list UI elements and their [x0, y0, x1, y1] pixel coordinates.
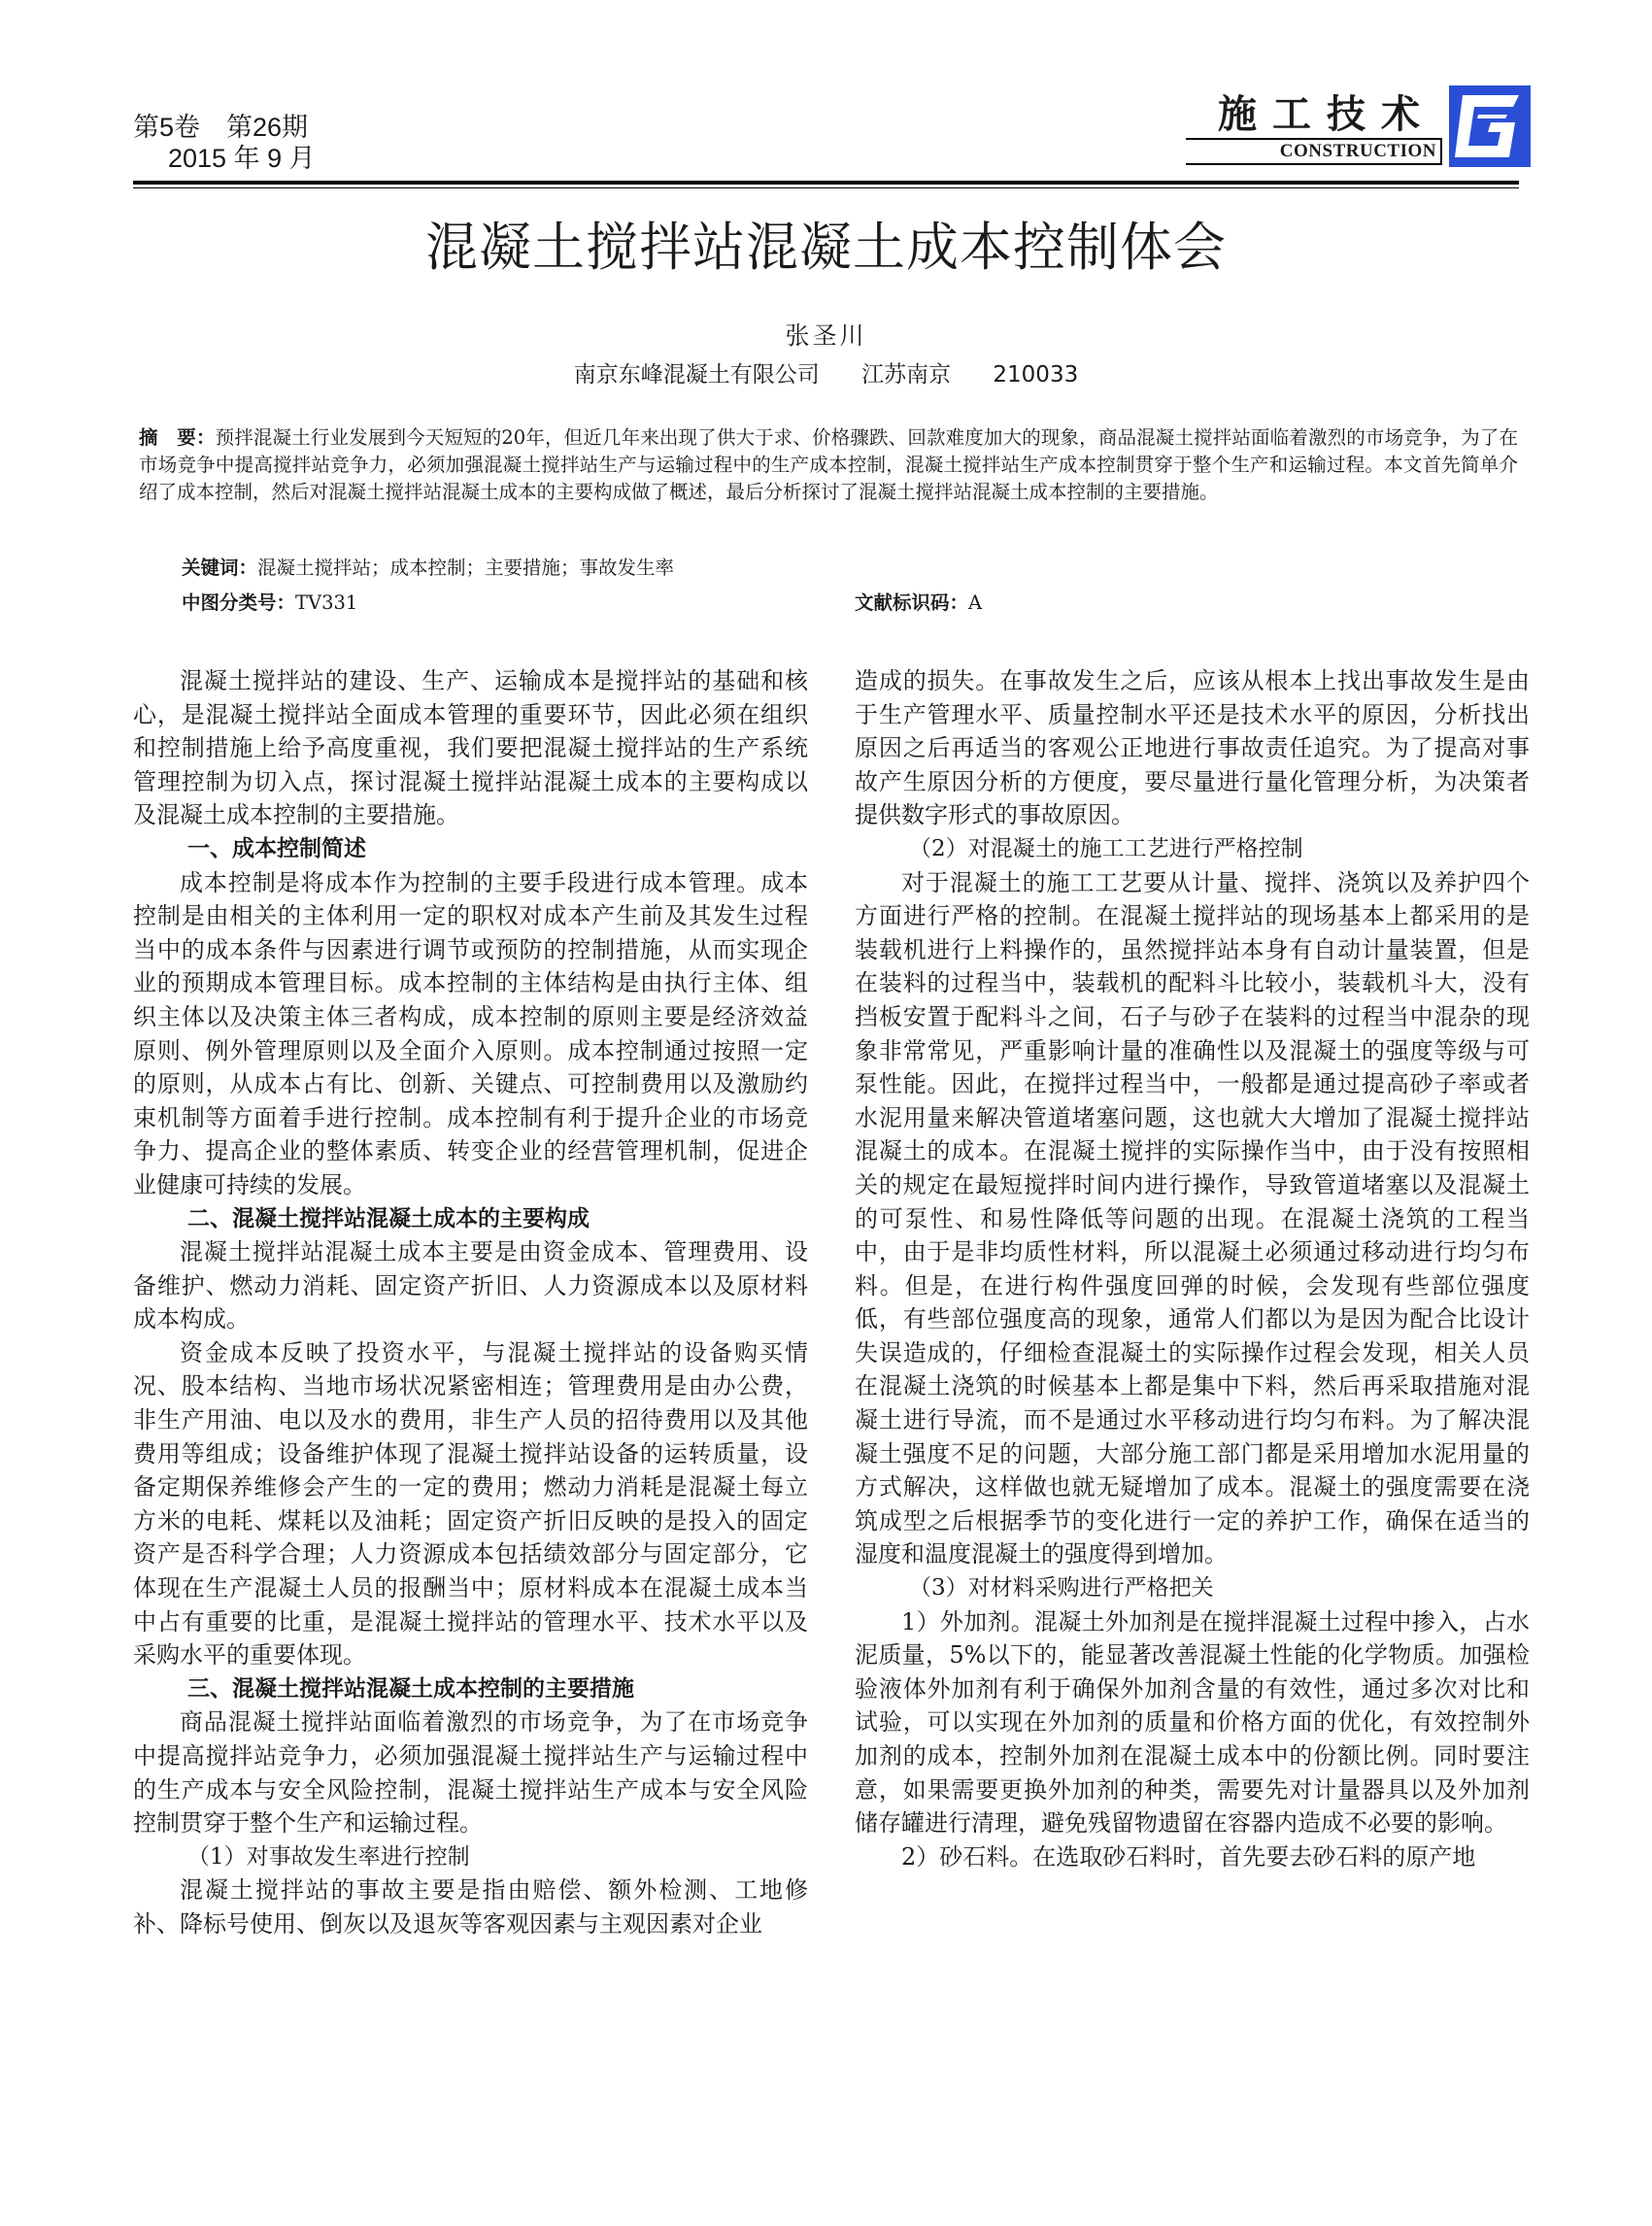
- affiliation-city: 江苏南京: [861, 362, 952, 388]
- journal-name-en: CONSTRUCTION: [1186, 138, 1442, 165]
- paragraph: 2）砂石料。在选取砂石料时，首先要去砂石料的原产地: [901, 1842, 1476, 1871]
- subsection-heading-3: （3）对材料采购进行严格把关: [909, 1575, 1214, 1602]
- section-heading-3: 三、混凝土搅拌站混凝土成本控制的主要措施: [187, 1675, 634, 1702]
- paragraph: 1）外加剂。混凝土外加剂是在搅拌混凝土过程中掺入，占水泥质量，5%以下的，能显著改善混凝土性能的化学物质。加强检验液体外加剂有利于确保外加剂含量的有效性，通过多次对比和试验，可以实现在外加剂的质量和价格方面的优化，有效控制外加剂的成本，控制外加剂在混凝土成本中的份额比例。同时要注意，如果需要更换外加剂的种类，需要先对计量器具以及外加剂储存罐进行清理，避免残留物遗留在容器内造成不必要的影响。: [855, 1607, 1530, 1838]
- issue-date: 2015 年 9 月: [168, 144, 316, 173]
- paragraph: 混凝土搅拌站混凝土成本主要是由资金成本、管理费用、设备维护、燃动力消耗、固定资产折旧、人力资源成本以及原材料成本构成。: [133, 1238, 808, 1333]
- subsection-heading-2: （2）对混凝土的施工工艺进行严格控制: [909, 835, 1303, 861]
- keywords: [182, 555, 674, 582]
- issue-info: [133, 112, 316, 174]
- journal-logo: [1183, 84, 1533, 169]
- paragraph-intro: 混凝土搅拌站的建设、生产、运输成本是搅拌站的基础和核心，是混凝土搅拌站全面成本管理的重要环节，因此必须在组织和控制措施上给予高度重视，我们要把混凝土搅拌站的生产系统管理控制为切入点，探讨混凝土搅拌站混凝土成本的主要构成以及混凝土成本控制的主要措施。: [133, 667, 808, 829]
- volume-issue: 第5卷 第26期: [133, 113, 309, 142]
- journal-name-cn: 施工技术: [1218, 92, 1435, 137]
- subsection-heading-1: （1）对事故发生率进行控制: [187, 1843, 470, 1870]
- section-heading-1: 一、成本控制简述: [187, 835, 366, 861]
- classification: [182, 590, 357, 617]
- paragraph: 成本控制是将成本作为控制的主要手段进行成本管理。成本控制是由相关的主体利用一定的职权对成本产生前及其发生过程当中的成本条件与因素进行调节或预防的控制措施，从而实现企业的预期成本管理目标。成本控制的主体结构是由执行主体、组织主体以及决策主体三者构成，成本控制的原则主要是经济效益原则、例外管理原则以及全面介入原则。成本控制通过按照一定的原则，从成本占有比、创新、关键点、可控制费用以及激励约束机制等方面着手进行控制。成本控制有利于提升企业的市场竞争力、提高企业的整体素质、转变企业的经营管理机制，促进企业健康可持续的发展。: [133, 868, 808, 1198]
- author-affiliation: [0, 360, 1652, 389]
- clc-label: 中图分类号：: [182, 591, 296, 614]
- doc-code-label: 文献标识码：: [855, 591, 969, 614]
- body-column-right: [855, 664, 1530, 1873]
- abstract-text: 预拌混凝土行业发展到今天短短的20年，但近几年来出现了供大于求、价格骤跌、回款难度加大的现象，商品混凝土搅拌站面临着激烈的市场竞争，为了在市场竞争中提高搅拌站竞争力，必须加强混凝土搅拌站生产与运输过程中的生产成本控制，混凝土搅拌站生产成本控制贯穿于整个生产和运输过程。本文首先简单介绍了成本控制，然后对混凝土搅拌站混凝土成本的主要构成做了概述，最后分析探讨了混凝土搅拌站混凝土成本控制的主要措施。: [139, 426, 1518, 503]
- paragraph: 商品混凝土搅拌站面临着激烈的市场竞争，为了在市场竞争中提高搅拌站竞争力，必须加强混凝土搅拌站生产与运输过程中的生产成本与安全风险控制，混凝土搅拌站生产成本与安全风险控制贯穿于整个生产和运输过程。: [133, 1708, 808, 1838]
- affiliation-postcode: 210033: [993, 362, 1079, 388]
- article-title: 混凝土搅拌站混凝土成本控制体会: [425, 217, 1227, 278]
- affiliation-org: 南京东峰混凝土有限公司: [573, 362, 820, 388]
- keywords-text: 混凝土搅拌站；成本控制；主要措施；事故发生率: [257, 556, 675, 579]
- header-rule-thin: [133, 187, 1519, 188]
- abstract-label: 摘 要：: [139, 426, 216, 449]
- document-code: [855, 590, 982, 617]
- section-heading-2: 二、混凝土搅拌站混凝土成本的主要构成: [187, 1205, 590, 1231]
- paragraph-continued: 造成的损失。在事故发生之后，应该从根本上找出事故发生是由于生产管理水平、质量控制水平还是技术水平的原因，分析找出原因之后再适当的客观公正地进行事故责任追究。为了提高对事故产生原因分析的方便度，要尽量进行量化管理分析，为决策者提供数字形式的事故原因。: [855, 667, 1530, 829]
- journal-logo-mark-icon: [1449, 85, 1531, 167]
- doc-code: A: [968, 591, 983, 614]
- keywords-label: 关键词：: [182, 556, 258, 579]
- header-rule: [133, 181, 1519, 185]
- paragraph: 对于混凝土的施工工艺要从计量、搅拌、浇筑以及养护四个方面进行严格的控制。在混凝土搅拌站的现场基本上都采用的是装载机进行上料操作的，虽然搅拌站本身有自动计量装置，但是在装料的过程当中，装载机的配料斗比较小，装载机斗大，没有挡板安置于配料斗之间，石子与砂子在装料的过程当中混杂的现象非常常见，严重影响计量的准确性以及混凝土的强度等级与可泵性能。因此，在搅拌过程当中，一般都是通过提高砂子率或者水泥用量来解决管道堵塞问题，这也就大大增加了混凝土搅拌站混凝土的成本。在混凝土搅拌的实际操作当中，由于没有按照相关的规定在最短搅拌时间内进行操作，导致管道堵塞以及混凝土的可泵性、和易性降低等问题的出现。在混凝土浇筑的工程当中，由于是非均质性材料，所以混凝土必须通过移动进行均匀布料。但是，在进行构件强度回弹的时候，会发现有些部位强度低，有些部位强度高的现象，通常人们都以为是因为配合比设计失误造成的，仔细检查混凝土的实际操作过程会发现，相关人员在混凝土浇筑的时候基本上都是集中下料，然后再采取措施对混凝土进行导流，而不是通过水平移动进行均匀布料。为了解决混凝土强度不足的问题，大部分施工部门都是采用增加水泥用量的方式解决，这样做也就无疑增加了成本。混凝土的强度需要在浇筑成型之后根据季节的变化进行一定的养护工作，确保在适当的湿度和温度混凝土的强度得到增加。: [855, 868, 1530, 1568]
- body-column-left: [133, 664, 808, 1941]
- clc-code: TV331: [295, 591, 358, 614]
- article-author: 张圣川: [785, 321, 867, 350]
- abstract: [139, 424, 1518, 506]
- paragraph: 资金成本反映了投资水平，与混凝土搅拌站的设备购买情况、股本结构、当地市场状况紧密相连；管理费用是由办公费，非生产用油、电以及水的费用，非生产人员的招待费用以及其他费用等组成；设备维护体现了混凝土搅拌站设备的运转质量，设备定期保养维修会产生的一定的费用；燃动力消耗是混凝土每立方米的电耗、煤耗以及油耗；固定资产折旧反映的是投入的固定资产是否科学合理；人力资源成本包括绩效部分与固定部分，它体现在生产混凝土人员的报酬当中；原材料成本在混凝土成本当中占有重要的比重，是混凝土搅拌站的管理水平、技术水平以及采购水平的重要体现。: [133, 1338, 808, 1670]
- paragraph: 混凝土搅拌站的事故主要是指由赔偿、额外检测、工地修补、降标号使用、倒灰以及退灰等客观因素与主观因素对企业: [133, 1876, 808, 1938]
